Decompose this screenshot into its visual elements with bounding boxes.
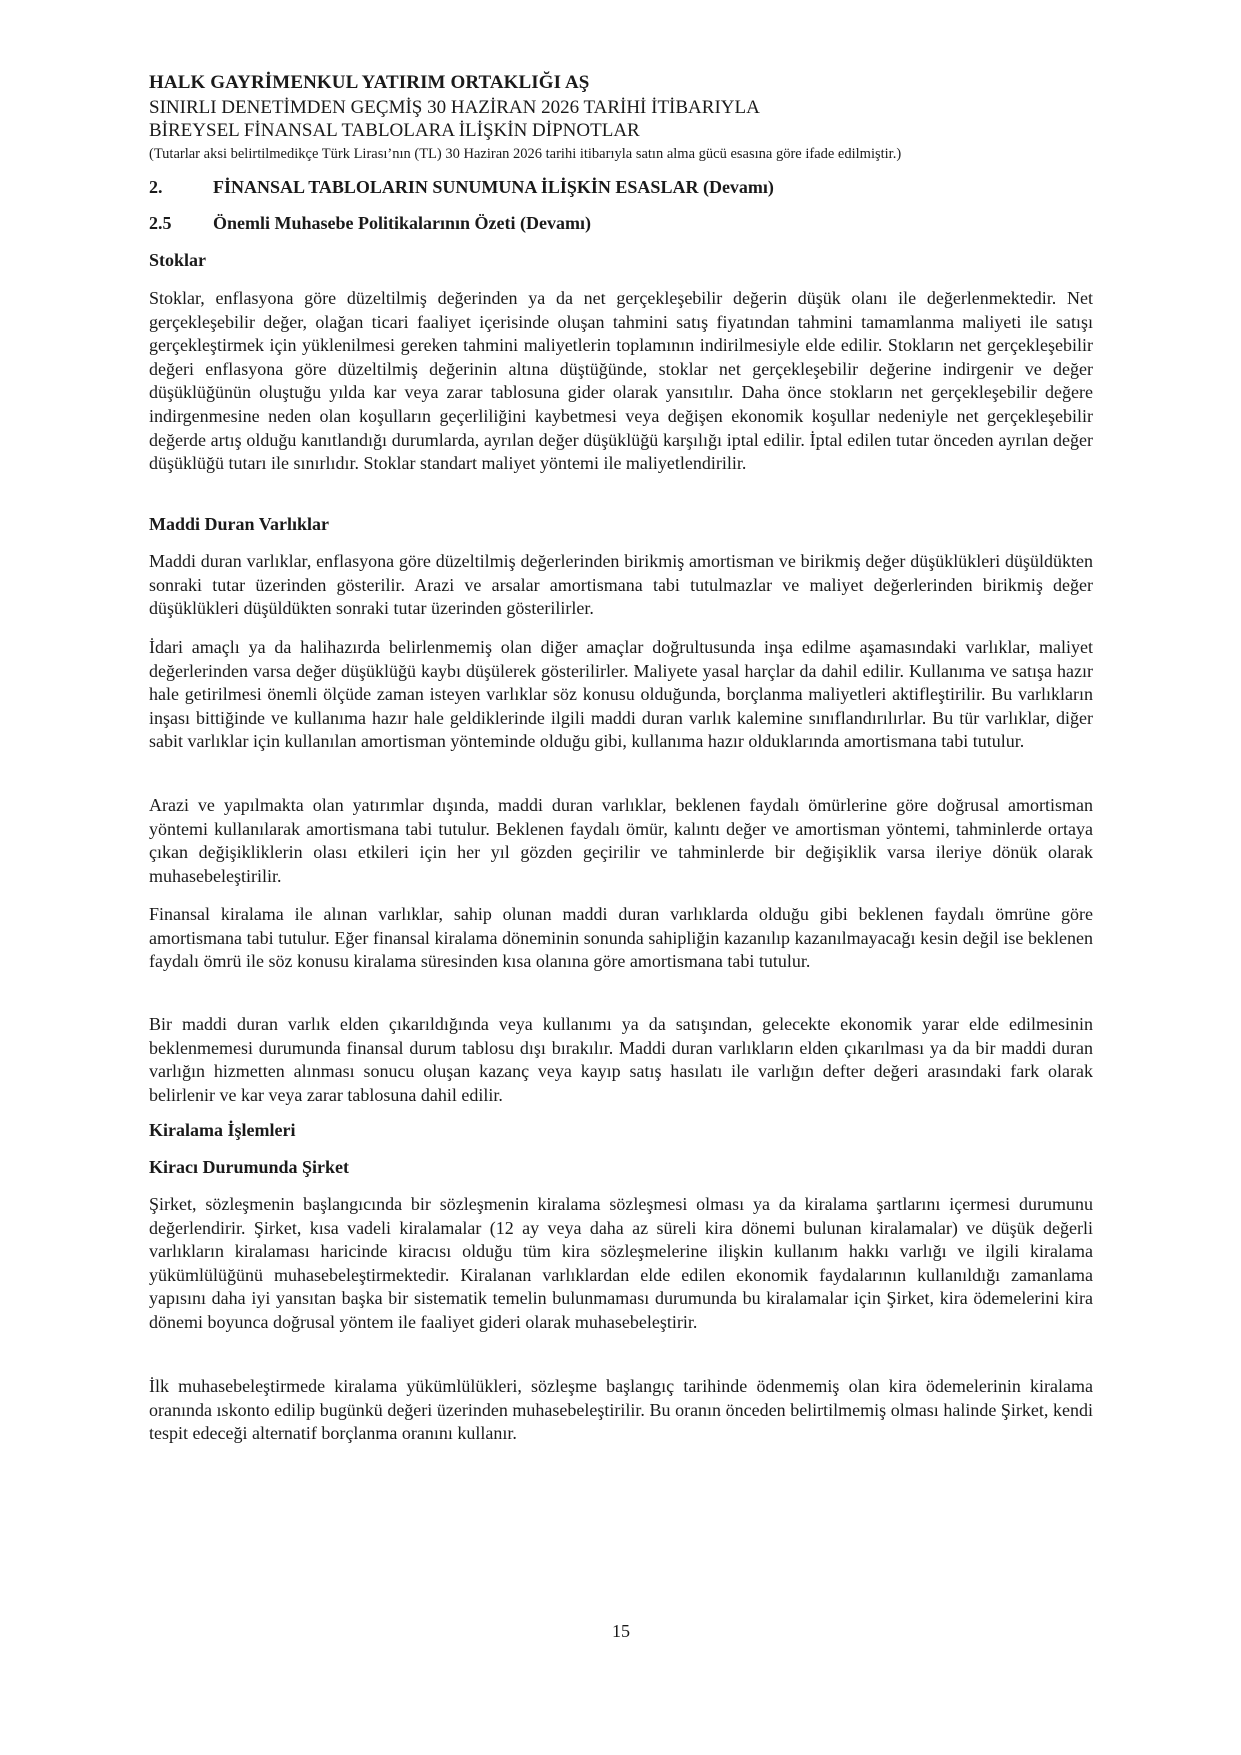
company-name: HALK GAYRİMENKUL YATIRIM ORTAKLIĞI AŞ [149,72,590,93]
currency-note: (Tutarlar aksi belirtilmedikçe Türk Lirası’nın (TL) 30 Haziran 2026 tarihi itibarıyla satın alma gücü esasına göre ifade edilmiştir.) [149,146,902,162]
report-title-line2: BİREYSEL FİNANSAL TABLOLARA İLİŞKİN DİPNOTLAR [149,120,640,141]
maddi-duran-heading: Maddi Duran Varlıklar [149,514,330,534]
subsection-number: 2.5 [149,213,172,233]
section-heading [149,177,774,198]
stoklar-paragraph: Stoklar, enflasyona göre düzeltilmiş değerinden ya da net gerçekleşebilir değerin düşük olanı ile değerlenmektedir. Net gerçekleşebilir değer, olağan ticari faaliyet içerisinde oluşan tahmini satış fiyatından tahmini tamamlanma maliyeti ile satışı gerçekleştirmek için yüklenilmesi gereken tahmini maliyetlerin toplamının indirilmesiyle elde edilir. Stokların net gerçekleşebilir değeri enflasyona göre düzeltilmiş değerinin altına düştüğünde, stoklar net gerçekleşebilir değerine indirgenir ve değer düşüklüğünün oluştuğu yılda kar veya zarar tablosuna gider olarak yansıtılır. Daha önce stokların net gerçekleşebilir değere indirgenmesine neden olan koşulların geçerliliğini kaybetmesi veya değişen ekonomik koşullar nedeniyle net gerçekleşebilir değerde artış olduğu kanıtlandığı durumlarda, ayrılan değer düşüklüğü karşılığı iptal edilir. İptal edilen tutar önceden ayrılan değer düşüklüğü tutarı ile sınırlıdır. Stoklar standart maliyet yöntemi ile maliyetlendirilir. [149,288,1093,474]
report-title-line1: SINIRLI DENETİMDEN GEÇMİŞ 30 HAZİRAN 2026 TARİHİ İTİBARIYLA [149,97,760,118]
page-number: 15 [612,1621,630,1641]
section-number: 2. [149,177,163,197]
maddi-paragraph-5: Bir maddi duran varlık elden çıkarıldığında veya kullanımı ya da satışından, gelecekte ekonomik yarar elde edilmesinin beklenmemesi durumunda finansal durum tablosu dışı bırakılır. Maddi duran varlıkların elden çıkarılması ya da bir maddi duran varlığın hizmetten alınması sonucu oluşan kazanç veya kayıp satış hasılatı ile varlığın defter değeri arasındaki fark olarak belirlenir ve kar veya zarar tablosuna dahil edilir. [149,1014,1093,1105]
kiraci-subheading: Kiracı Durumunda Şirket [149,1157,350,1177]
section-title: FİNANSAL TABLOLARIN SUNUMUNA İLİŞKİN ESASLAR (Devamı) [213,177,774,197]
stoklar-heading: Stoklar [149,250,207,270]
maddi-paragraph-1: Maddi duran varlıklar, enflasyona göre düzeltilmiş değerlerinden birikmiş amortisman ve birikmiş değer düşüklükleri düşüldükten sonraki tutar üzerinden gösterilir. Arazi ve arsalar amortismana tabi tutulmazlar ve maliyet değerlerinden birikmiş değer düşüklükleri düşüldükten sonraki tutar üzerinden gösterilirler. [149,551,1093,619]
kiralama-paragraph-1: Şirket, sözleşmenin başlangıcında bir sözleşmenin kiralama sözleşmesi olması ya da kiralama şartlarını içermesi durumunu değerlendirir. Şirket, kısa vadeli kiralamalar (12 ay veya daha az süreli kira dönemi bulunan kiralamalar) ve düşük değerli varlıkların kiralaması haricinde kiracısı olduğu tüm kira sözleşmelerine ilişkin kullanım hakkı varlığı ve ilgili kiralama yükümlülüğünü muhasebeleştirmektedir. Kiralanan varlıklardan elde edilen ekonomik faydalarının kullanıldığı zamanlama yapısını daha iyi yansıtan başka bir sistematik temelin bulunmaması durumunda bu kiralamalar için Şirket, kira ödemelerini kira dönemi boyunca doğrusal yöntem ile faaliyet gideri olarak muhasebeleştirir. [149,1194,1093,1332]
maddi-paragraph-4: Finansal kiralama ile alınan varlıklar, sahip olunan maddi duran varlıklarda olduğu gibi beklenen faydalı ömrüne göre amortismana tabi tutulur. Eğer finansal kiralama döneminin sonunda sahipliğin kazanılıp kazanılmayacağı kesin değil ise beklenen faydalı ömrü ile söz konusu kiralama süresinden kısa olanına göre amortismana tabi tutulur. [149,904,1093,972]
maddi-paragraph-3: Arazi ve yapılmakta olan yatırımlar dışında, maddi duran varlıklar, beklenen faydalı ömürlerine göre doğrusal amortisman yöntemi kullanılarak amortismana tabi tutulur. Beklenen faydalı ömür, kalıntı değer ve amortisman yöntemi, tahminlerde ortaya çıkan değişikliklerin olası etkileri için her yıl gözden geçirilir ve tahminlerde bir değişiklik varsa ileriye dönük olarak muhasebeleştirilir. [149,795,1093,886]
subsection-title: Önemli Muhasebe Politikalarının Özeti (Devamı) [213,213,591,233]
kiralama-paragraph-2: İlk muhasebeleştirmede kiralama yükümlülükleri, sözleşme başlangıç tarihinde ödenmemiş olan kira ödemelerinin kiralama oranında ıskonto edilip bugünkü değeri üzerinden muhasebeleştirilir. Bu oranın önceden belirtilmemiş olması halinde Şirket, kendi tespit edeceği alternatif borçlanma oranını kullanır. [149,1376,1093,1444]
maddi-paragraph-2: İdari amaçlı ya da halihazırda belirlenmemiş olan diğer amaçlar doğrultusunda inşa edilme aşamasındaki varlıklar, maliyet değerlerinden varsa değer düşüklüğü kaybı düşülerek gösterilirler. Maliyete yasal harçlar da dahil edilir. Kullanıma ve satışa hazır hale getirilmesi önemli ölçüde zaman isteyen varlıklar söz konusu olduğunda, borçlanma maliyetleri aktifleştirilir. Bu varlıkların inşası bittiğinde ve kullanıma hazır hale geldiklerinde ilgili maddi duran varlık kalemine sınıflandırılırlar. Bu tür varlıklar, diğer sabit varlıklar için kullanılan amortisman yönteminde olduğu gibi, kullanıma hazır olduklarında amortismana tabi tutulur. [149,637,1093,752]
subsection-heading [149,213,591,234]
kiralama-heading: Kiralama İşlemleri [149,1120,296,1140]
